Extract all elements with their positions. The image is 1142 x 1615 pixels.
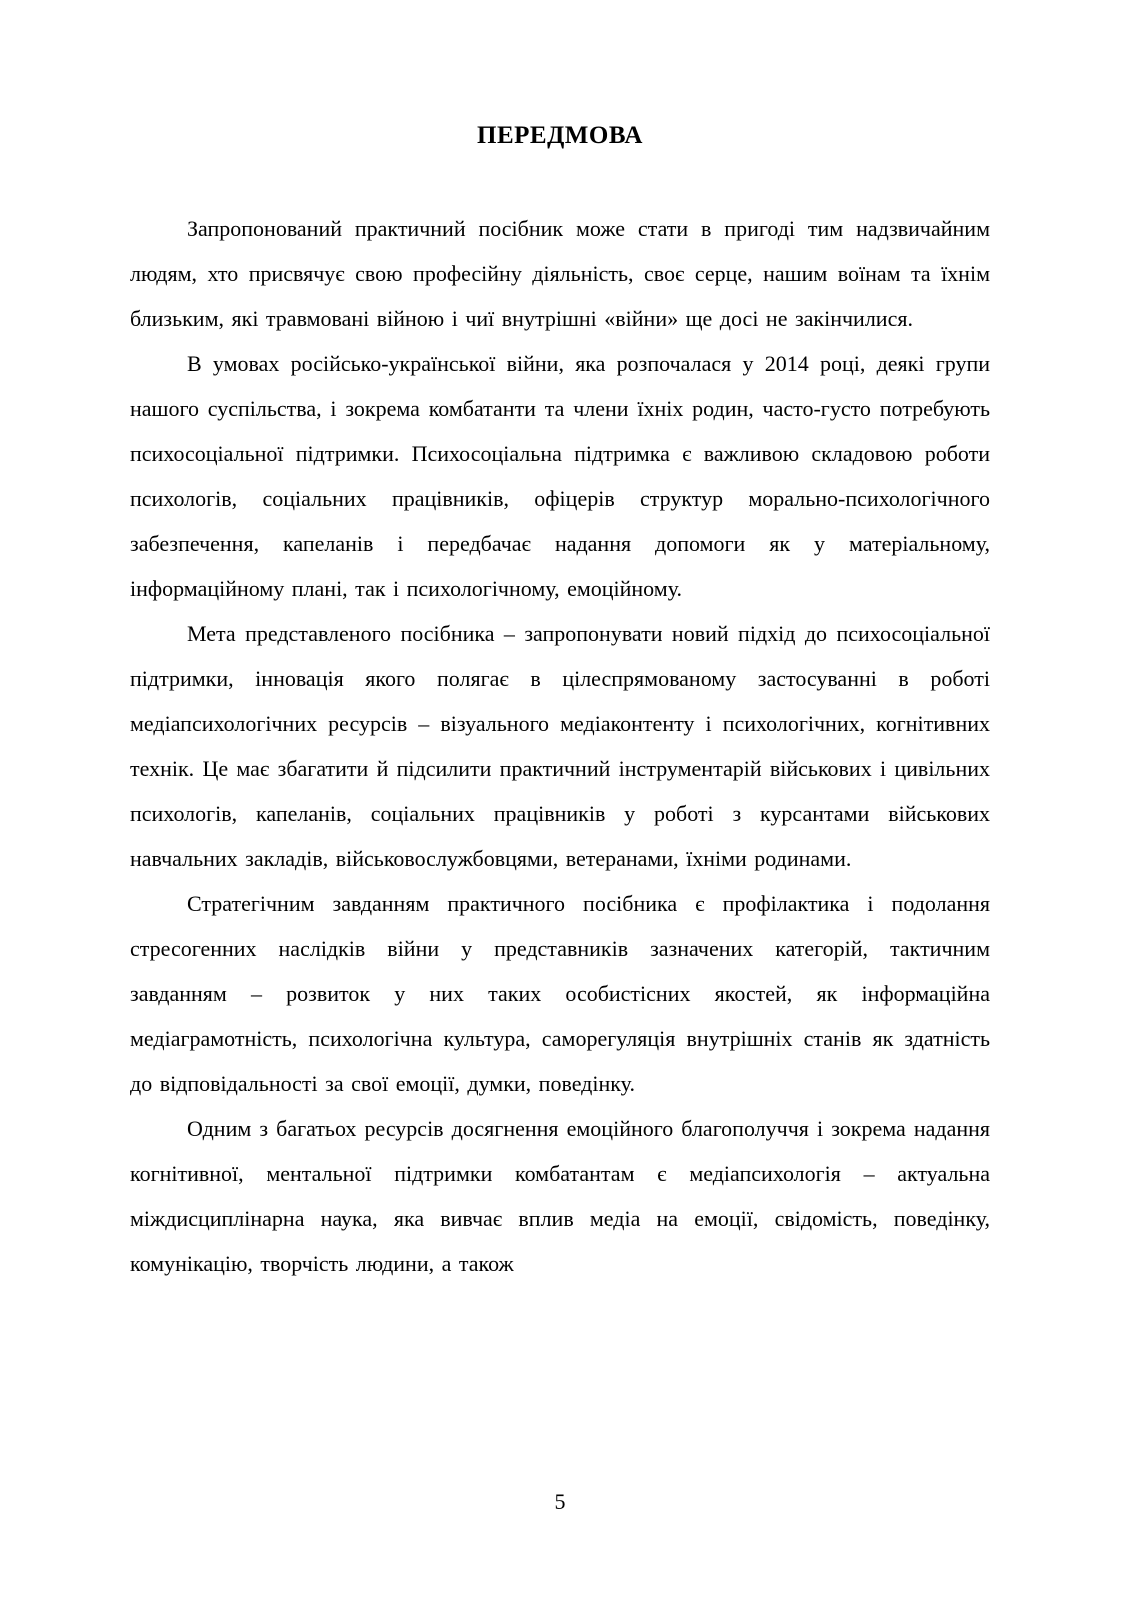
paragraph-goal: Мета представленого посібника – запропонувати новий підхід до психосоціальної підтримки, інновація якого полягає в цілеспрямованому застосуванні в роботі медіапсихологічних ресурсів – візуального медіаконтенту і психологічних, когнітивних технік. Це має збагатити й підсилити практичний інструментарій військових і цивільних психологів, капеланів, соціальних працівників у роботі з курсантами військових навчальних закладів, військовослужбовцями, ветеранами, їхніми родинами. [130, 621, 990, 871]
page-number: 5 [554, 1489, 566, 1514]
document-body [130, 206, 990, 1286]
page-title: ПЕРЕДМОВА [477, 122, 643, 149]
paragraph-war-context: В умовах російсько-української війни, яка розпочалася у 2014 році, деякі групи нашого суспільства, і зокрема комбатанти та члени їхніх родин, часто-густо потребують психосоціальної підтримки. Психосоціальна підтримка є важливою складовою роботи психологів, соціальних працівників, офіцерів структур морально-психологічного забезпечення, капеланів і передбачає надання допомоги як у матеріальному, інформаційному плані, так і психологічному, емоційному. [130, 351, 990, 601]
paragraph-strategic-task: Стратегічним завданням практичного посібника є профілактика і подолання стресогенних наслідків війни у представників зазначених категорій, тактичним завданням – розвиток у них таких особистісних якостей, як інформаційна медіаграмотність, психологічна культура, саморегуляція внутрішніх станів як здатність до відповідальності за свої емоції, думки, поведінку. [130, 891, 990, 1096]
paragraph-intro: Запропонований практичний посібник може стати в пригоді тим надзвичайним людям, хто присвячує свою професійну діяльність, своє серце, нашим воїнам та їхнім близьким, які травмовані війною і чиї внутрішні «війни» ще досі не закінчилися. [130, 216, 990, 331]
paragraph-media-psychology: Одним з багатьох ресурсів досягнення емоційного благополуччя і зокрема надання когнітивної, ментальної підтримки комбатантам є медіапсихологія – актуальна міждисциплінарна наука, яка вивчає вплив медіа на емоції, свідомість, поведінку, комунікацію, творчість людини, а також [130, 1116, 990, 1276]
